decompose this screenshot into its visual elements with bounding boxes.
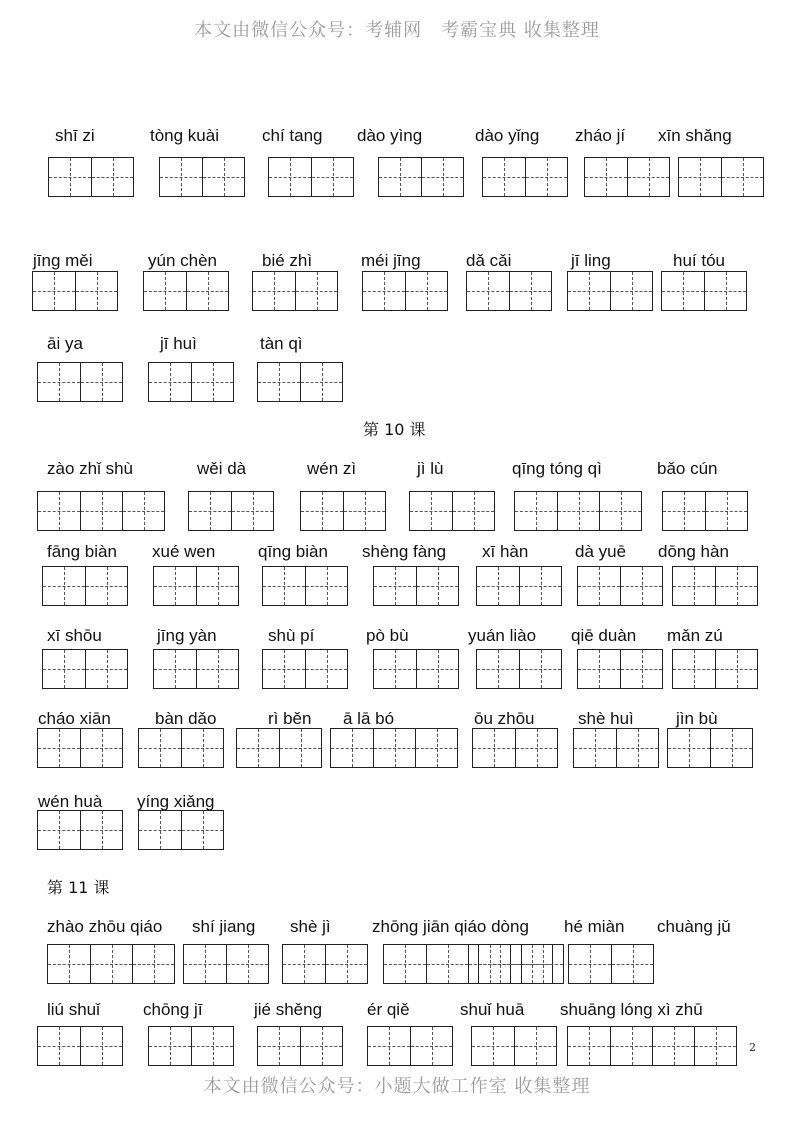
writing-grid[interactable] [183,944,269,984]
tianzi-cell[interactable] [668,729,710,767]
tianzi-cell[interactable] [578,650,620,688]
pinyin-label: qīng biàn [258,542,328,561]
tianzi-cell[interactable] [673,650,715,688]
tianzi-cell[interactable] [663,492,705,530]
tianzi-cell[interactable] [610,272,652,310]
pinyin-label: chí tang [262,126,323,145]
tianzi-cell[interactable] [305,650,347,688]
pinyin-label: shuǐ huā [460,1000,525,1019]
writing-grid[interactable] [153,566,239,606]
tianzi-cell[interactable] [710,729,752,767]
pinyin-label: shè jì [290,917,331,936]
tianzi-cell[interactable] [343,492,385,530]
tianzi-cell[interactable] [679,158,721,196]
writing-grid[interactable] [672,566,758,606]
tianzi-cell[interactable] [253,272,295,310]
tianzi-cell[interactable] [258,363,300,401]
writing-grid[interactable] [568,944,654,984]
tianzi-cell[interactable] [477,567,519,605]
tianzi-cell[interactable] [300,363,342,401]
tianzi-cell[interactable] [154,650,196,688]
pinyin-label: wén zì [307,459,357,478]
pinyin-label: wěi dà [197,459,247,478]
pinyin-label: shè huì [578,709,634,728]
tianzi-cell[interactable] [715,650,757,688]
tianzi-cell[interactable] [38,1027,80,1065]
tianzi-cell[interactable] [85,650,127,688]
writing-grid[interactable] [661,271,747,311]
tianzi-cell[interactable] [620,567,662,605]
pinyin-label: ōu zhōu [474,709,535,728]
pinyin-label: bié zhì [262,251,313,270]
writing-grid[interactable] [42,566,128,606]
writing-grid[interactable] [148,362,234,402]
bottom-watermark: 本文由微信公众号：小题大做工作室 收集整理 [203,1076,591,1097]
pinyin-label: fāng biàn [47,542,117,561]
writing-grid[interactable] [476,566,562,606]
tianzi-cell[interactable] [283,945,325,983]
writing-grid[interactable] [32,271,118,311]
pinyin-label: hé miàn [564,917,625,936]
tianzi-cell[interactable] [515,729,557,767]
pinyin-label: dà yuē [575,542,627,561]
tianzi-cell[interactable] [384,945,426,983]
pinyin-label: ér qiě [367,1000,410,1019]
pinyin-label: cháo xiān [38,709,111,728]
tianzi-cell[interactable] [627,158,669,196]
writing-grid[interactable] [148,1026,234,1066]
tianzi-cell[interactable] [368,1027,410,1065]
writing-grid[interactable] [37,810,123,850]
tianzi-cell[interactable] [610,1027,652,1065]
tianzi-cell[interactable] [568,1027,610,1065]
tianzi-cell[interactable] [231,492,273,530]
tianzi-cell[interactable] [452,492,494,530]
tianzi-cell[interactable] [620,650,662,688]
tianzi-cell[interactable] [331,729,373,767]
pinyin-label: jì lù [417,459,444,478]
pinyin-label: xué wen [152,542,216,561]
writing-grid[interactable] [378,157,464,197]
writing-grid[interactable] [42,649,128,689]
tianzi-cell[interactable] [479,945,521,983]
pinyin-label: yíng xiǎng [137,792,215,811]
writing-grid[interactable] [476,649,562,689]
writing-grid[interactable] [466,271,552,311]
pinyin-label: xī hàn [482,542,529,561]
tianzi-cell[interactable] [421,158,463,196]
tianzi-cell[interactable] [585,158,627,196]
tianzi-cell[interactable] [568,272,610,310]
tianzi-cell[interactable] [705,492,747,530]
pinyin-label: dào yìng [357,126,423,145]
writing-grid[interactable] [37,728,123,768]
tianzi-cell[interactable] [295,272,337,310]
tianzi-cell[interactable] [599,492,641,530]
pinyin-label: shí jiang [192,917,256,936]
tianzi-cell[interactable] [132,945,174,983]
page-number: 2 [749,1041,756,1054]
tianzi-cell[interactable] [379,158,421,196]
pinyin-label: jìn bù [676,709,718,728]
tianzi-cell[interactable] [269,158,311,196]
writing-grid[interactable] [667,728,753,768]
tianzi-cell[interactable] [363,272,405,310]
tianzi-cell[interactable] [263,567,305,605]
pinyin-label: dōng hàn [658,542,729,561]
tianzi-cell[interactable] [467,272,509,310]
writing-grid[interactable] [268,157,354,197]
tianzi-cell[interactable] [514,1027,556,1065]
tianzi-cell[interactable] [715,567,757,605]
pinyin-label: bàn dǎo [155,709,217,728]
tianzi-cell[interactable] [149,1027,191,1065]
writing-grid[interactable] [514,491,642,531]
pinyin-label: liú shuǐ [47,1000,100,1019]
pinyin-label: chōng jī [143,1000,203,1019]
tianzi-cell[interactable] [477,650,519,688]
tianzi-cell[interactable] [525,158,567,196]
tianzi-cell[interactable] [405,272,447,310]
tianzi-cell[interactable] [426,945,468,983]
tianzi-cell[interactable] [557,492,599,530]
writing-grid[interactable] [472,728,558,768]
writing-grid[interactable] [478,944,564,984]
writing-grid[interactable] [138,728,224,768]
tianzi-cell[interactable] [578,567,620,605]
tianzi-cell[interactable] [301,492,343,530]
pinyin-label: wén huà [38,792,103,811]
tianzi-cell[interactable] [509,272,551,310]
tianzi-cell[interactable] [483,158,525,196]
tianzi-cell[interactable] [616,729,658,767]
writing-grid[interactable] [482,157,568,197]
writing-grid[interactable] [373,566,459,606]
writing-grid[interactable] [373,649,459,689]
tianzi-cell[interactable] [122,492,164,530]
pinyin-label: qiē duàn [571,626,637,645]
writing-grid[interactable] [236,728,322,768]
pinyin-label: huí tóu [673,251,725,270]
pinyin-label: bǎo cún [657,459,718,478]
tianzi-cell[interactable] [90,945,132,983]
tianzi-cell[interactable] [263,650,305,688]
tianzi-cell[interactable] [416,650,458,688]
pinyin-label: jī ling [571,251,611,270]
tianzi-cell[interactable] [38,492,80,530]
writing-grid[interactable] [300,491,386,531]
tianzi-cell[interactable] [191,363,233,401]
writing-grid[interactable] [672,649,758,689]
tianzi-cell[interactable] [85,567,127,605]
writing-grid[interactable] [262,566,348,606]
writing-grid[interactable] [577,649,663,689]
tianzi-cell[interactable] [181,811,223,849]
tianzi-cell[interactable] [410,492,452,530]
tianzi-cell[interactable] [325,945,367,983]
top-watermark: 本文由微信公众号：考辅网 考霸宝典 收集整理 [194,20,600,41]
pinyin-label: jīng měi [33,251,93,270]
pinyin-label: yún chèn [148,251,217,270]
tianzi-cell[interactable] [91,158,133,196]
writing-grid[interactable] [257,1026,343,1066]
tianzi-cell[interactable] [279,729,321,767]
tianzi-cell[interactable] [611,945,653,983]
pinyin-label: xī shōu [47,626,102,645]
tianzi-cell[interactable] [515,492,557,530]
pinyin-label: yuán liào [468,626,537,645]
tianzi-cell[interactable] [226,945,268,983]
writing-grid[interactable] [330,728,458,768]
tianzi-cell[interactable] [75,272,117,310]
pinyin-label: méi jīng [361,251,421,270]
tianzi-cell[interactable] [415,729,457,767]
tianzi-cell[interactable] [80,729,122,767]
pinyin-label: shuāng lóng xì zhū [560,1000,703,1019]
tianzi-cell[interactable] [196,567,238,605]
writing-grid[interactable] [577,566,663,606]
tianzi-cell[interactable] [652,1027,694,1065]
tianzi-cell[interactable] [258,1027,300,1065]
tianzi-cell[interactable] [521,945,563,983]
writing-grid[interactable] [362,271,448,311]
pinyin-label: qīng tóng qì [512,459,602,478]
tianzi-cell[interactable] [189,492,231,530]
writing-grid[interactable] [282,944,368,984]
pinyin-label: jié shěng [254,1000,323,1019]
tianzi-cell[interactable] [80,1027,122,1065]
writing-grid[interactable] [37,491,165,531]
writing-grid[interactable] [471,1026,557,1066]
pinyin-label: tàn qì [260,334,303,353]
pinyin-label: shèng fàng [362,542,447,561]
pinyin-label: jī huì [160,334,197,353]
tianzi-cell[interactable] [473,729,515,767]
tianzi-cell[interactable] [80,811,122,849]
tianzi-cell[interactable] [416,567,458,605]
writing-grid[interactable] [188,491,274,531]
writing-grid[interactable] [37,1026,123,1066]
tianzi-cell[interactable] [38,811,80,849]
pinyin-label: zháo jí [575,126,626,145]
pinyin-label: zhào zhōu qiáo [47,917,163,936]
tianzi-cell[interactable] [144,272,186,310]
pinyin-label: ā lā bó [343,709,395,728]
writing-grid[interactable] [153,649,239,689]
pinyin-label: mǎn zú [667,626,723,645]
tianzi-cell[interactable] [202,158,244,196]
tianzi-cell[interactable] [472,1027,514,1065]
pinyin-label: āi ya [47,334,83,353]
pinyin-label: tòng kuài [150,126,219,145]
tianzi-cell[interactable] [154,567,196,605]
tianzi-cell[interactable] [519,650,561,688]
tianzi-cell[interactable] [38,363,80,401]
writing-grid[interactable] [257,362,343,402]
writing-grid[interactable] [573,728,659,768]
tianzi-cell[interactable] [184,945,226,983]
tianzi-cell[interactable] [519,567,561,605]
pinyin-label: xīn shǎng [658,126,732,145]
writing-grid[interactable] [48,157,134,197]
tianzi-cell[interactable] [139,811,181,849]
pinyin-label: shù pí [268,626,315,645]
writing-grid[interactable] [409,491,495,531]
tianzi-cell[interactable] [305,567,347,605]
tianzi-cell[interactable] [33,272,75,310]
writing-grid[interactable] [138,810,224,850]
tianzi-cell[interactable] [694,1027,736,1065]
tianzi-cell[interactable] [574,729,616,767]
tianzi-cell[interactable] [311,158,353,196]
tianzi-cell[interactable] [673,567,715,605]
tianzi-cell[interactable] [374,650,416,688]
writing-grid[interactable] [567,1026,737,1066]
writing-grid[interactable] [678,157,764,197]
pinyin-label: dào yǐng [475,126,540,145]
pinyin-label: chuàng jǔ [657,917,731,936]
tianzi-cell[interactable] [196,650,238,688]
tianzi-cell[interactable] [181,729,223,767]
writing-grid[interactable] [662,491,748,531]
lesson-11-heading: 第 11 课 [47,878,110,897]
writing-grid[interactable] [367,1026,453,1066]
tianzi-cell[interactable] [80,492,122,530]
writing-grid[interactable] [584,157,670,197]
tianzi-cell[interactable] [191,1027,233,1065]
tianzi-cell[interactable] [373,729,415,767]
writing-grid[interactable] [159,157,245,197]
pinyin-label: dǎ cǎi [466,251,512,270]
tianzi-cell[interactable] [160,158,202,196]
tianzi-cell[interactable] [43,567,85,605]
writing-grid[interactable] [567,271,653,311]
writing-grid[interactable] [252,271,338,311]
writing-grid[interactable] [37,362,123,402]
pinyin-label: zhōng jiān qiáo dòng [372,917,529,936]
pinyin-label: shī zi [55,126,95,145]
pinyin-label: zào zhǐ shù [47,459,133,478]
lesson-10-heading: 第 10 课 [363,420,426,439]
tianzi-cell[interactable] [48,945,90,983]
pinyin-label: pò bù [366,626,409,645]
tianzi-cell[interactable] [80,363,122,401]
tianzi-cell[interactable] [149,363,191,401]
tianzi-cell[interactable] [43,650,85,688]
tianzi-cell[interactable] [186,272,228,310]
tianzi-cell[interactable] [374,567,416,605]
tianzi-cell[interactable] [237,729,279,767]
pinyin-label: rì běn [268,709,312,728]
pinyin-label: jīng yàn [157,626,217,645]
tianzi-cell[interactable] [704,272,746,310]
tianzi-cell[interactable] [38,729,80,767]
writing-grid[interactable] [262,649,348,689]
tianzi-cell[interactable] [139,729,181,767]
writing-grid[interactable] [143,271,229,311]
tianzi-cell[interactable] [721,158,763,196]
tianzi-cell[interactable] [410,1027,452,1065]
tianzi-cell[interactable] [569,945,611,983]
tianzi-cell[interactable] [300,1027,342,1065]
writing-grid[interactable] [47,944,175,984]
tianzi-cell[interactable] [662,272,704,310]
tianzi-cell[interactable] [49,158,91,196]
